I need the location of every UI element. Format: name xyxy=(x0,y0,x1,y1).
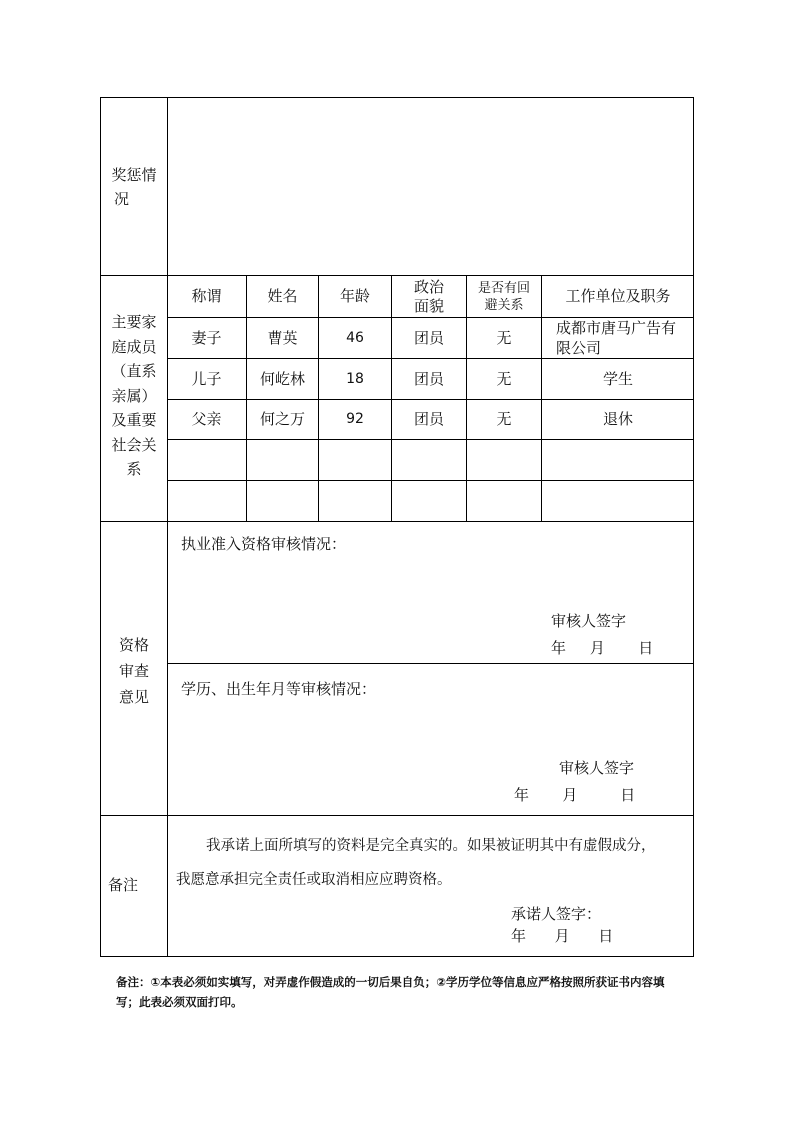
remarks-text-line2: 我愿意承担完全责任或取消相应应聘资格。 xyxy=(176,872,452,888)
table-cell: 46 xyxy=(346,329,364,346)
table-cell: 退休 xyxy=(602,410,633,428)
table-cell: 无 xyxy=(496,369,512,388)
family-label-line: 亲属） xyxy=(111,386,157,405)
awards-label xyxy=(104,163,164,211)
review-block1-title: 执业准入资格审核情况： xyxy=(181,535,347,553)
table-header-political-text: 政治面貌 xyxy=(413,277,444,315)
table-cell: 曹英 xyxy=(267,328,298,347)
review-block2-date: 年 月 日 xyxy=(514,786,636,804)
table-cell: 何屹林 xyxy=(259,369,305,388)
table-cell: 团员 xyxy=(413,369,444,388)
table-cell: 何之万 xyxy=(259,410,305,428)
table-cell-empty xyxy=(167,440,246,480)
table-header-avoidance-text: 是否有回避关系 xyxy=(477,280,530,313)
table-header-employer: 工作单位及职务 xyxy=(565,287,671,305)
review-block1-signer: 审核人签字 xyxy=(551,612,627,630)
family-label-line: 系 xyxy=(126,460,142,478)
remarks-text-line1: 我承诺上面所填写的资料是完全真实的。如果被证明其中有虚假成分， xyxy=(206,838,656,854)
awards-label-line1: 奖惩情 xyxy=(111,166,157,184)
table-cell: 团员 xyxy=(413,328,444,347)
footer-note: 备注：①本表必须如实填写，对弄虚作假造成的一切后果自负；②学历学位等信息应严格按照所获证书内容填写；此表必须双面打印。 xyxy=(116,975,665,1009)
family-label-line: 及重要 xyxy=(111,411,157,429)
table-cell: 学生 xyxy=(602,369,633,388)
review-block1-date: 年 月 日 xyxy=(551,639,654,657)
table-header-relation: 称谓 xyxy=(191,287,222,305)
table-cell: 父亲 xyxy=(191,410,222,428)
table-cell: 无 xyxy=(496,410,512,428)
review-block2-signer: 审核人签字 xyxy=(559,759,635,777)
table-header-name: 姓名 xyxy=(267,287,298,305)
table-cell: 18 xyxy=(346,370,364,387)
remarks-signer: 承诺人签字： xyxy=(511,905,602,923)
remarks-label: 备注 xyxy=(108,876,139,894)
review-bottom-line xyxy=(100,815,694,816)
review-label-line: 资格 xyxy=(118,636,149,654)
family-label-line: 庭成员 xyxy=(111,337,157,356)
review-label-line: 意见 xyxy=(118,688,149,706)
table-cell: 团员 xyxy=(413,410,444,428)
label-column-divider xyxy=(167,97,168,957)
table-cell-employer xyxy=(542,318,694,358)
review-block2-title: 学历、出生年月等审核情况： xyxy=(181,680,377,698)
table-header-political xyxy=(392,276,466,317)
family-label xyxy=(104,310,164,482)
table-cell: 92 xyxy=(346,411,364,427)
family-bottom-line xyxy=(100,521,694,522)
remarks-date: 年 月 日 xyxy=(511,927,614,945)
table-cell-empty xyxy=(167,481,246,521)
family-label-line: 社会关 xyxy=(111,435,157,454)
form-frame xyxy=(100,97,694,957)
family-label-line: （直系 xyxy=(111,362,157,380)
table-cell: 儿子 xyxy=(191,369,222,388)
table-cell: 无 xyxy=(496,328,512,347)
review-label xyxy=(104,632,164,710)
review-label-line: 审查 xyxy=(118,662,149,680)
awards-label-line2: 况 xyxy=(114,190,130,208)
table-header-age: 年龄 xyxy=(339,287,370,305)
table-cell: 妻子 xyxy=(191,328,222,347)
review-split-line xyxy=(167,663,694,664)
family-label-line: 主要家 xyxy=(111,313,157,331)
table-header-avoidance xyxy=(467,276,541,317)
table-cell-employer-text: 成都市唐马广告有限公司 xyxy=(556,319,677,357)
